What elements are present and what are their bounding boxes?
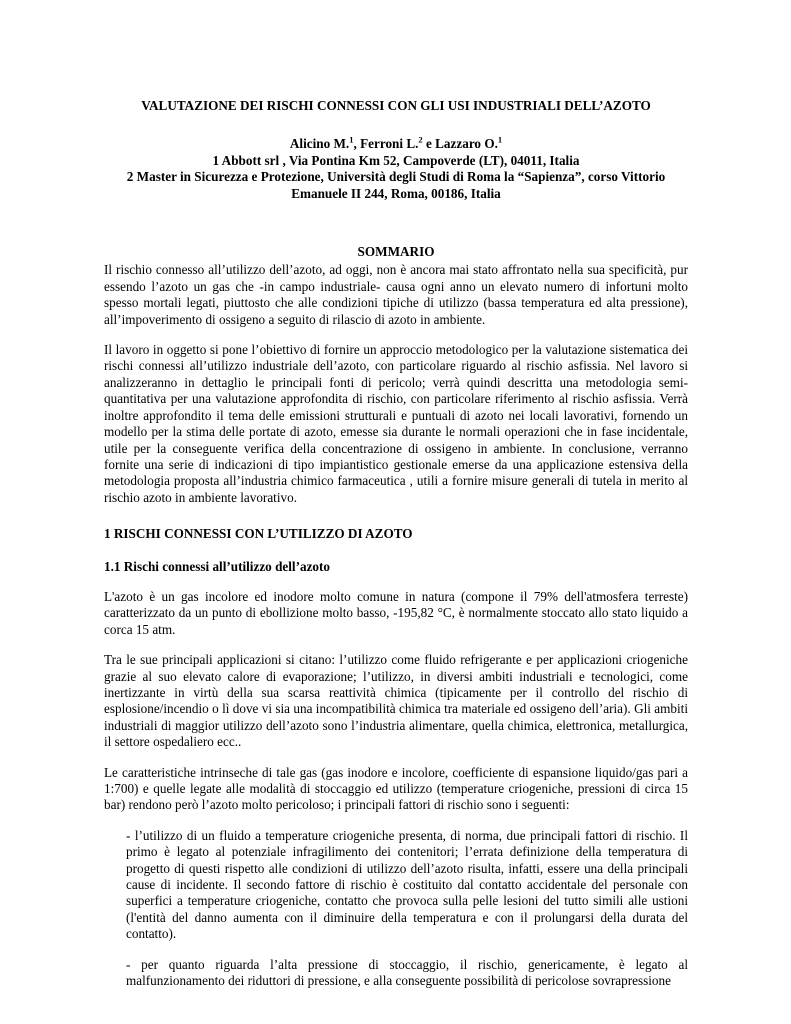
abstract-heading: SOMMARIO	[357, 244, 435, 260]
body-paragraph: Le caratteristiche intrinseche di tale gas (gas inodore e incolore, coefficiente di espansione liquido/gas pari a 1:700) e quelle legate alle modalità di stoccaggio ed utilizzo (temperature criogeniche, pressioni di circa 15 bar) rendono però l’azoto molto pericoloso; i principali fattori di rischio sono i seguenti:	[104, 764, 688, 813]
abstract-paragraph: Il rischio connesso all’utilizzo dell’azoto, ad oggi, non è ancora mai stato affrontato nella sua specificità, pur essendo l’azoto un gas che -in campo industriale- causa ogni anno un elevato numero di infortuni molto spesso mortali legati, piuttosto che alle condizioni tipiche di utilizzo (bassa temperatura ed alta pressione), all’impoverimento di ossigeno a seguito di rilascio di azoto in ambiente.	[104, 262, 688, 327]
abstract-paragraph: Il lavoro in oggetto si pone l’obiettivo di fornire un approccio metodologico per la valutazione sistematica dei rischi connessi all’utilizzo industriale dell’azoto, con particolare riguardo al rischio asfissia. Nel lavoro si analizzeranno in dettaglio le principali fonti di pericolo; verrà quindi descritta una metodologia semi-quantitativa per una valutazione approfondita di rischio, con particolare riferimento al rischio asfissia. Verrà inoltre approfondito il tema delle emissioni strutturali e puntuali di azoto nei locali lavorativi, fornendo un modello per la stima delle portate di azoto, emesse sia durante le normali operazioni che in fase incidentale, utile per la conseguente verifica della concentrazione di ossigeno in ambiente. In conclusione, verranno fornite una serie di indicazioni di tipo impiantistico gestionale emerse da una applicazione estensiva della metodologia proposta all’industria chimico farmaceutica , utili a fornire misure generali di tutela in merito al rischio azoto in ambiente lavorativo.	[104, 342, 688, 505]
author-separator: ,	[353, 136, 361, 152]
body-paragraph: L'azoto è un gas incolore ed inodore molto comune in natura (compone il 79% dell'atmosfera terreste) caratterizzato da un punto di ebollizione molto basso, -195,82 °C, è normalmente stoccato allo stato liquido a corca 15 atm.	[104, 588, 688, 637]
list-item: - l’utilizzo di un fluido a temperature criogeniche presenta, di norma, due principali fattori di rischio. Il primo è legato al potenziale infragilimento dei contenitori; l’errata definizione della temperatura di progetto di questi rispetto alle condizioni di utilizzo dell’azoto risulta, infatti, essere una della principali cause di incidente. Il secondo fattore di rischio è costituito dal contatto accidentale del personale con superfici a temperature criogeniche, contatto che provoca sulla pelle lesioni del tutto simili alle ustioni (l'entità del danno aumenta con il diminuire della temperatura e con il prolungarsi della durata del contatto).	[126, 827, 688, 942]
affiliation-marker: 1	[497, 135, 503, 146]
author-separator: e	[422, 136, 436, 152]
page-content	[104, 98, 688, 989]
affiliation-marker: 1	[349, 135, 354, 146]
paper-title: VALUTAZIONE DEI RISCHI CONNESSI CON GLI USI INDUSTRIALI DELL’AZOTO	[141, 98, 651, 113]
body-paragraph: Tra le sue principali applicazioni si citano: l’utilizzo come fluido refrigerante e per applicazioni criogeniche grazie al suo elevato calore di evaporazione; l’utilizzo, in diversi ambiti industriali e tecnologici, come inertizzante in virtù della sua scarsa reattività chimica (tipicamente per il controllo del rischio di esplosione/incendio o lì dove vi sia una incompatibilità chimica tra materiale ed ossigeno dell’aria). Gli ambiti industriali di maggior utilizzo dell’azoto sono l’industria alimentare, quella chimica, elettronica, metallurgica, il settore ospedaliero ecc..	[104, 652, 688, 750]
subsection-heading: 1.1 Rischi connessi all’utilizzo dell’azoto	[104, 558, 331, 574]
author-list	[104, 136, 688, 152]
author-name: Lazzaro O.	[435, 136, 498, 152]
affiliation-2: 2 Master in Sicurezza e Protezione, Università degli Studi di Roma la “Sapienza”, corso Vittorio Emanuele II 244, Roma, 00186, Italia	[126, 169, 666, 201]
affiliation-1: 1 Abbott srl , Via Pontina Km 52, Campoverde (LT), 04011, Italia	[212, 152, 580, 168]
section-heading: 1 RISCHI CONNESSI CON L’UTILIZZO DI AZOTO	[104, 526, 413, 542]
author-name: Ferroni L.	[360, 136, 419, 152]
author-block	[104, 136, 688, 202]
affiliation-marker: 2	[418, 135, 423, 146]
author-name: Alicino M.	[289, 136, 350, 152]
list-item: - per quanto riguarda l’alta pressione di stoccaggio, il rischio, genericamente, è legato al malfunzionamento dei riduttori di pressione, e alla conseguente possibilità di pericolose sovrapressione	[126, 956, 688, 989]
